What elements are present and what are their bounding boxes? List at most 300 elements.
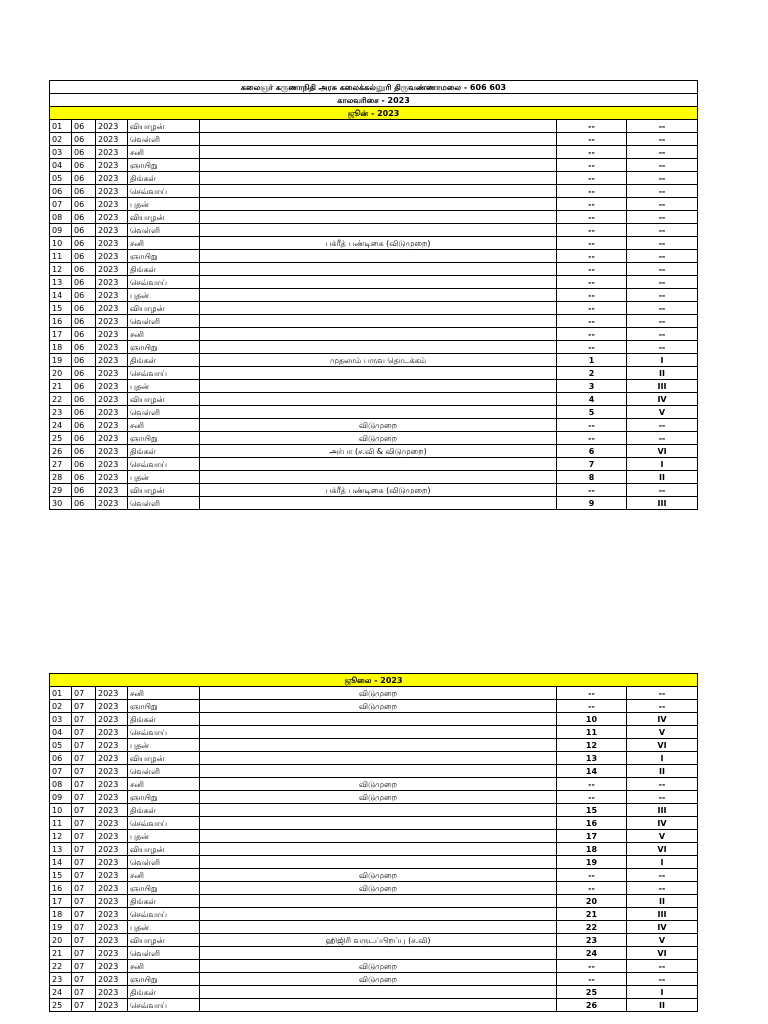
date-year-cell: 2023 [96,869,128,882]
date-year-cell: 2023 [96,133,128,146]
date-year-cell: 2023 [96,908,128,921]
day-order-cell: -- [627,973,698,986]
weekday-cell: செவ்வாய் [128,999,200,1012]
working-day-number-cell: -- [557,263,627,276]
working-day-number-cell: -- [557,882,627,895]
weekday-cell: வியாழன் [128,120,200,133]
event-cell [200,895,557,908]
weekday-cell: புதன் [128,380,200,393]
date-year-cell: 2023 [96,484,128,497]
table-row [50,947,698,960]
working-day-number-cell: 22 [557,921,627,934]
weekday-cell: புதன் [128,739,200,752]
event-cell [200,276,557,289]
date-year-cell: 2023 [96,146,128,159]
date-month-cell: 07 [72,856,96,869]
event-cell [200,843,557,856]
table-row [50,908,698,921]
date-day-cell: 24 [50,986,72,999]
working-day-number-cell: -- [557,172,627,185]
date-month-cell: 07 [72,739,96,752]
day-order-cell: V [627,726,698,739]
date-month-cell: 07 [72,791,96,804]
date-month-cell: 06 [72,497,96,510]
working-day-number-cell: -- [557,289,627,302]
date-month-cell: 07 [72,765,96,778]
date-day-cell: 18 [50,341,72,354]
event-cell [200,289,557,302]
date-day-cell: 23 [50,973,72,986]
date-month-cell: 06 [72,276,96,289]
event-cell [200,856,557,869]
event-cell [200,406,557,419]
weekday-cell: செவ்வாய் [128,908,200,921]
date-month-cell: 06 [72,354,96,367]
working-day-number-cell: 5 [557,406,627,419]
event-cell [200,224,557,237]
date-month-cell: 07 [72,804,96,817]
working-day-number-cell: 1 [557,354,627,367]
date-year-cell: 2023 [96,687,128,700]
working-day-number-cell: 21 [557,908,627,921]
date-day-cell: 11 [50,817,72,830]
date-day-cell: 17 [50,328,72,341]
working-day-number-cell: -- [557,185,627,198]
date-year-cell: 2023 [96,315,128,328]
table-row [50,419,698,432]
weekday-cell: வியாழன் [128,302,200,315]
table-row [50,198,698,211]
day-order-cell: -- [627,146,698,159]
event-cell [200,947,557,960]
working-day-number-cell: 11 [557,726,627,739]
month-title-june: ஜூன் - 2023 [50,107,698,120]
date-year-cell: 2023 [96,817,128,830]
weekday-cell: ஞாயிறு [128,341,200,354]
table-row [50,367,698,380]
date-month-cell: 06 [72,445,96,458]
day-order-cell: II [627,999,698,1012]
date-month-cell: 06 [72,250,96,263]
weekday-cell: வியாழன் [128,752,200,765]
weekday-cell: வெள்ளி [128,315,200,328]
date-day-cell: 13 [50,276,72,289]
date-day-cell: 28 [50,471,72,484]
table-row [50,484,698,497]
date-year-cell: 2023 [96,765,128,778]
date-day-cell: 16 [50,882,72,895]
day-order-cell: -- [627,778,698,791]
date-day-cell: 18 [50,908,72,921]
date-year-cell: 2023 [96,211,128,224]
table-row [50,432,698,445]
event-cell [200,341,557,354]
date-day-cell: 04 [50,159,72,172]
day-order-cell: -- [627,328,698,341]
event-cell [200,999,557,1012]
date-year-cell: 2023 [96,752,128,765]
table-row [50,445,698,458]
date-day-cell: 22 [50,393,72,406]
table-row [50,393,698,406]
event-cell: விடுமுறை [200,960,557,973]
date-month-cell: 06 [72,263,96,276]
working-day-number-cell: 15 [557,804,627,817]
date-day-cell: 24 [50,419,72,432]
date-month-cell: 07 [72,908,96,921]
date-day-cell: 03 [50,713,72,726]
date-month-cell: 06 [72,185,96,198]
day-order-cell: -- [627,700,698,713]
date-day-cell: 08 [50,778,72,791]
date-month-cell: 06 [72,302,96,315]
date-day-cell: 05 [50,172,72,185]
event-cell [200,159,557,172]
table-row [50,752,698,765]
date-year-cell: 2023 [96,999,128,1012]
day-order-cell: -- [627,315,698,328]
weekday-cell: செவ்வாய் [128,367,200,380]
working-day-number-cell: 24 [557,947,627,960]
table-row [50,960,698,973]
working-day-number-cell: -- [557,973,627,986]
event-cell: விடுமுறை [200,432,557,445]
event-cell: விடுமுறை [200,687,557,700]
date-month-cell: 07 [72,817,96,830]
date-month-cell: 07 [72,869,96,882]
working-day-number-cell: -- [557,869,627,882]
table-row [50,289,698,302]
table-row [50,778,698,791]
date-month-cell: 07 [72,947,96,960]
weekday-cell: செவ்வாய் [128,458,200,471]
weekday-cell: புதன் [128,289,200,302]
date-month-cell: 06 [72,211,96,224]
event-cell [200,908,557,921]
day-order-cell: -- [627,250,698,263]
date-month-cell: 06 [72,419,96,432]
event-cell [200,817,557,830]
date-day-cell: 07 [50,198,72,211]
day-order-cell: -- [627,419,698,432]
working-day-number-cell: 8 [557,471,627,484]
date-year-cell: 2023 [96,830,128,843]
weekday-cell: ஞாயிறு [128,432,200,445]
date-month-cell: 07 [72,999,96,1012]
table-row [50,999,698,1012]
day-order-cell: III [627,804,698,817]
date-month-cell: 07 [72,687,96,700]
table-row [50,380,698,393]
date-day-cell: 21 [50,380,72,393]
date-month-cell: 07 [72,778,96,791]
date-day-cell: 29 [50,484,72,497]
working-day-number-cell: 25 [557,986,627,999]
weekday-cell: வியாழன் [128,843,200,856]
event-cell [200,211,557,224]
date-year-cell: 2023 [96,471,128,484]
date-year-cell: 2023 [96,367,128,380]
date-day-cell: 25 [50,999,72,1012]
weekday-cell: வெள்ளி [128,406,200,419]
working-day-number-cell: 7 [557,458,627,471]
day-order-cell: -- [627,882,698,895]
day-order-cell: VI [627,445,698,458]
date-year-cell: 2023 [96,432,128,445]
event-cell [200,198,557,211]
table-row [50,804,698,817]
event-cell [200,328,557,341]
event-cell: விடுமுறை [200,882,557,895]
event-cell [200,765,557,778]
day-order-cell: I [627,856,698,869]
date-day-cell: 22 [50,960,72,973]
table-row [50,250,698,263]
date-year-cell: 2023 [96,856,128,869]
date-year-cell: 2023 [96,778,128,791]
date-month-cell: 07 [72,882,96,895]
working-day-number-cell: 14 [557,765,627,778]
date-year-cell: 2023 [96,250,128,263]
date-month-cell: 06 [72,289,96,302]
table-row [50,276,698,289]
event-cell [200,263,557,276]
date-year-cell: 2023 [96,237,128,250]
date-year-cell: 2023 [96,986,128,999]
weekday-cell: வியாழன் [128,484,200,497]
event-cell: விடுமுறை [200,791,557,804]
date-day-cell: 03 [50,146,72,159]
date-day-cell: 01 [50,120,72,133]
date-year-cell: 2023 [96,263,128,276]
date-month-cell: 07 [72,713,96,726]
date-day-cell: 01 [50,687,72,700]
table-row [50,120,698,133]
table-row [50,973,698,986]
working-day-number-cell: -- [557,120,627,133]
working-day-number-cell: -- [557,315,627,328]
date-year-cell: 2023 [96,739,128,752]
table-row [50,211,698,224]
table-row [50,406,698,419]
weekday-cell: சனி [128,328,200,341]
working-day-number-cell: 26 [557,999,627,1012]
table-row [50,354,698,367]
event-cell [200,185,557,198]
day-order-cell: II [627,367,698,380]
working-day-number-cell: 12 [557,739,627,752]
date-month-cell: 06 [72,406,96,419]
day-order-cell: -- [627,276,698,289]
event-cell [200,921,557,934]
working-day-number-cell: 9 [557,497,627,510]
event-cell [200,367,557,380]
day-order-cell: IV [627,713,698,726]
event-cell: விடுமுறை [200,700,557,713]
date-year-cell: 2023 [96,713,128,726]
date-year-cell: 2023 [96,700,128,713]
weekday-cell: ஞாயிறு [128,250,200,263]
table-row [50,471,698,484]
day-order-cell: -- [627,289,698,302]
table-row [50,133,698,146]
date-day-cell: 15 [50,869,72,882]
weekday-cell: ஞாயிறு [128,700,200,713]
day-order-cell: II [627,471,698,484]
date-year-cell: 2023 [96,973,128,986]
date-day-cell: 10 [50,804,72,817]
event-cell: பக்ரீத் பண்டிகை (விடுமுறை) [200,237,557,250]
weekday-cell: சனி [128,146,200,159]
table-row [50,882,698,895]
date-year-cell: 2023 [96,328,128,341]
weekday-cell: சனி [128,419,200,432]
date-month-cell: 06 [72,393,96,406]
table-row [50,986,698,999]
weekday-cell: செவ்வாய் [128,185,200,198]
weekday-cell: வியாழன் [128,393,200,406]
event-cell [200,393,557,406]
table-row [50,315,698,328]
weekday-cell: சனி [128,960,200,973]
weekday-cell: செவ்வாய் [128,276,200,289]
date-year-cell: 2023 [96,341,128,354]
working-day-number-cell: -- [557,687,627,700]
date-day-cell: 06 [50,185,72,198]
weekday-cell: புதன் [128,921,200,934]
day-order-cell: -- [627,237,698,250]
table-row [50,263,698,276]
day-order-cell: -- [627,133,698,146]
date-year-cell: 2023 [96,302,128,315]
date-month-cell: 06 [72,367,96,380]
working-day-number-cell: 23 [557,934,627,947]
date-day-cell: 21 [50,947,72,960]
date-year-cell: 2023 [96,791,128,804]
working-day-number-cell: -- [557,419,627,432]
day-order-cell: -- [627,869,698,882]
date-month-cell: 06 [72,380,96,393]
date-month-cell: 07 [72,726,96,739]
event-cell [200,471,557,484]
table-row [50,726,698,739]
day-order-cell: -- [627,198,698,211]
table-row [50,497,698,510]
date-month-cell: 06 [72,458,96,471]
date-year-cell: 2023 [96,895,128,908]
weekday-cell: திங்கள் [128,804,200,817]
date-day-cell: 12 [50,830,72,843]
event-cell [200,302,557,315]
date-month-cell: 06 [72,120,96,133]
date-year-cell: 2023 [96,198,128,211]
date-year-cell: 2023 [96,224,128,237]
date-month-cell: 06 [72,133,96,146]
weekday-cell: ஞாயிறு [128,791,200,804]
date-month-cell: 07 [72,895,96,908]
day-order-cell: -- [627,211,698,224]
working-day-number-cell: 3 [557,380,627,393]
working-day-number-cell: -- [557,341,627,354]
day-order-cell: V [627,934,698,947]
day-order-cell: III [627,908,698,921]
event-cell: விடுமுறை [200,973,557,986]
event-cell [200,120,557,133]
event-cell: முதலாம் பருவ தொடக்கம் [200,354,557,367]
date-month-cell: 06 [72,172,96,185]
event-cell [200,804,557,817]
weekday-cell: சனி [128,687,200,700]
date-year-cell: 2023 [96,843,128,856]
date-day-cell: 11 [50,250,72,263]
event-cell [200,497,557,510]
working-day-number-cell: 4 [557,393,627,406]
date-year-cell: 2023 [96,804,128,817]
event-cell [200,713,557,726]
date-day-cell: 10 [50,237,72,250]
weekday-cell: புதன் [128,471,200,484]
weekday-cell: திங்கள் [128,713,200,726]
table-row [50,817,698,830]
working-day-number-cell: -- [557,224,627,237]
table-row [50,895,698,908]
day-order-cell: I [627,458,698,471]
table-row [50,159,698,172]
date-day-cell: 07 [50,765,72,778]
date-month-cell: 06 [72,224,96,237]
date-day-cell: 08 [50,211,72,224]
weekday-cell: புதன் [128,830,200,843]
day-order-cell: II [627,895,698,908]
event-cell [200,133,557,146]
working-day-number-cell: -- [557,133,627,146]
july-calendar-table [49,673,698,1012]
event-cell [200,146,557,159]
day-order-cell: VI [627,739,698,752]
table-row [50,341,698,354]
date-month-cell: 06 [72,146,96,159]
working-day-number-cell: -- [557,791,627,804]
date-day-cell: 15 [50,302,72,315]
table-row [50,921,698,934]
weekday-cell: திங்கள் [128,895,200,908]
day-order-cell: VI [627,947,698,960]
date-day-cell: 17 [50,895,72,908]
day-order-cell: V [627,406,698,419]
date-month-cell: 07 [72,921,96,934]
date-day-cell: 14 [50,856,72,869]
date-year-cell: 2023 [96,445,128,458]
day-order-cell: -- [627,341,698,354]
working-day-number-cell: -- [557,432,627,445]
working-day-number-cell: -- [557,146,627,159]
date-year-cell: 2023 [96,406,128,419]
date-year-cell: 2023 [96,172,128,185]
date-year-cell: 2023 [96,354,128,367]
working-day-number-cell: 19 [557,856,627,869]
date-year-cell: 2023 [96,497,128,510]
date-day-cell: 19 [50,921,72,934]
table-row [50,302,698,315]
date-day-cell: 27 [50,458,72,471]
day-order-cell: VI [627,843,698,856]
date-day-cell: 26 [50,445,72,458]
working-day-number-cell: 16 [557,817,627,830]
date-day-cell: 25 [50,432,72,445]
event-cell [200,752,557,765]
day-order-cell: -- [627,120,698,133]
weekday-cell: திங்கள் [128,445,200,458]
